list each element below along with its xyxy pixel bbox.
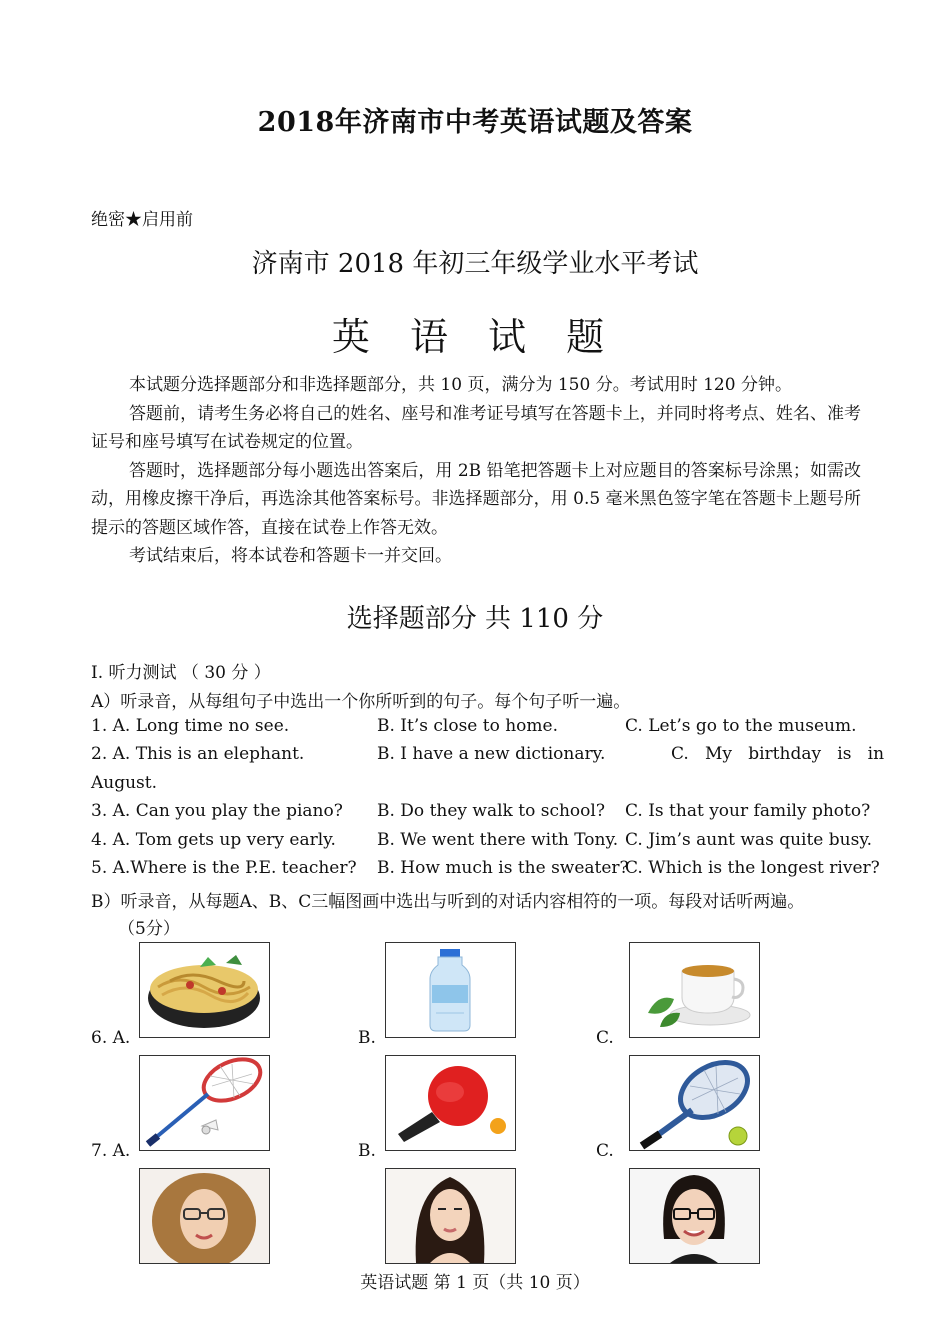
question-6-label-a: 6. A. — [91, 1028, 131, 1048]
document-title: 2018年济南市中考英语试题及答案 — [257, 107, 693, 138]
instruction-paragraph: 本试题分选择题部分和非选择题部分，共 10 页，满分为 150 分。考试用时 120 分钟。 — [129, 375, 792, 395]
question-7-label-c: C. — [596, 1141, 614, 1161]
subject-title: 英 语 试 题 — [331, 315, 619, 359]
instruction-paragraph: 答题前，请考生务必将自己的姓名、座号和准考证号填写在答题卡上，并同时将考点、姓名、准考证号和座号填写在试卷规定的位置。 — [91, 403, 861, 452]
question-4-option-b: B. We went there with Tony. — [377, 830, 619, 850]
question-3-option-c: C. Is that your family photo? — [625, 801, 871, 821]
page-footer: 英语试题 第 1 页（共 10 页） — [360, 1273, 590, 1293]
section-heading: 选择题部分 共 110 分 — [346, 604, 604, 634]
question-7-label-b: B. — [358, 1141, 376, 1161]
question-5-option-a: 5. A.Where is the P.E. teacher? — [91, 858, 357, 878]
question-5-option-c: C. Which is the longest river? — [625, 858, 880, 878]
question-1-option-c: C. Let’s go to the museum. — [625, 716, 857, 736]
instruction-paragraph: 答题时，选择题部分每小题选出答案后，用 2B 铅笔把答题卡上对应题目的答案标号涂黑；如需改动，用橡皮擦干净后，再选涂其他答案标号。非选择题部分，用 0.5 毫米黑色签字笔在答题卡上题号所提示的答题区域作答，直接在试卷上作答无效。 — [91, 460, 861, 538]
secret-label: 绝密★启用前 — [91, 210, 193, 230]
question-1-option-b: B. It’s close to home. — [377, 716, 558, 736]
water-bottle-image — [385, 942, 516, 1038]
exam-name: 济南市 2018 年初三年级学业水平考试 — [251, 249, 699, 279]
partB-instruction: B）听录音，从每题A、B、C三幅图画中选出与听到的对话内容相符的一项。每段对话听两遍。 — [91, 892, 805, 912]
curly-hair-glasses-woman-image — [139, 1168, 270, 1264]
instruction-paragraph: 考试结束后，将本试卷和答题卡一并交回。 — [129, 546, 452, 566]
short-hair-glasses-woman-image — [629, 1168, 760, 1264]
question-2-option-a: 2. A. This is an elephant. — [91, 744, 305, 764]
instructions-block — [91, 371, 861, 571]
tea-cup-image — [629, 942, 760, 1038]
partB-score: （5分） — [118, 919, 180, 939]
noodles-bowl-image — [139, 942, 270, 1038]
part1-heading: I. 听力测试 （ 30 分 ） — [91, 663, 271, 683]
question-7-label-a: 7. A. — [91, 1141, 131, 1161]
question-1-option-a: 1. A. Long time no see. — [91, 716, 290, 736]
tennis-racket-image — [629, 1055, 760, 1151]
question-5-option-b: B. How much is the sweater? — [377, 858, 629, 878]
question-2-option-b: B. I have a new dictionary. — [377, 744, 606, 764]
question-4-option-a: 4. A. Tom gets up very early. — [91, 830, 336, 850]
question-2-option-c: C. My birthday is in — [671, 744, 885, 764]
question-4-option-c: C. Jim’s aunt was quite busy. — [625, 830, 873, 850]
question-3-option-b: B. Do they walk to school? — [377, 801, 605, 821]
question-6-label-c: C. — [596, 1028, 614, 1048]
badminton-racket-image — [139, 1055, 270, 1151]
question-3-option-a: 3. A. Can you play the piano? — [91, 801, 343, 821]
question-2-option-c-wrap: August. — [91, 773, 158, 793]
question-6-label-b: B. — [358, 1028, 376, 1048]
long-hair-woman-image — [385, 1168, 516, 1264]
partA-instruction: A）听录音，从每组句子中选出一个你所听到的句子。每个句子听一遍。 — [91, 692, 631, 712]
ping-pong-paddle-image — [385, 1055, 516, 1151]
